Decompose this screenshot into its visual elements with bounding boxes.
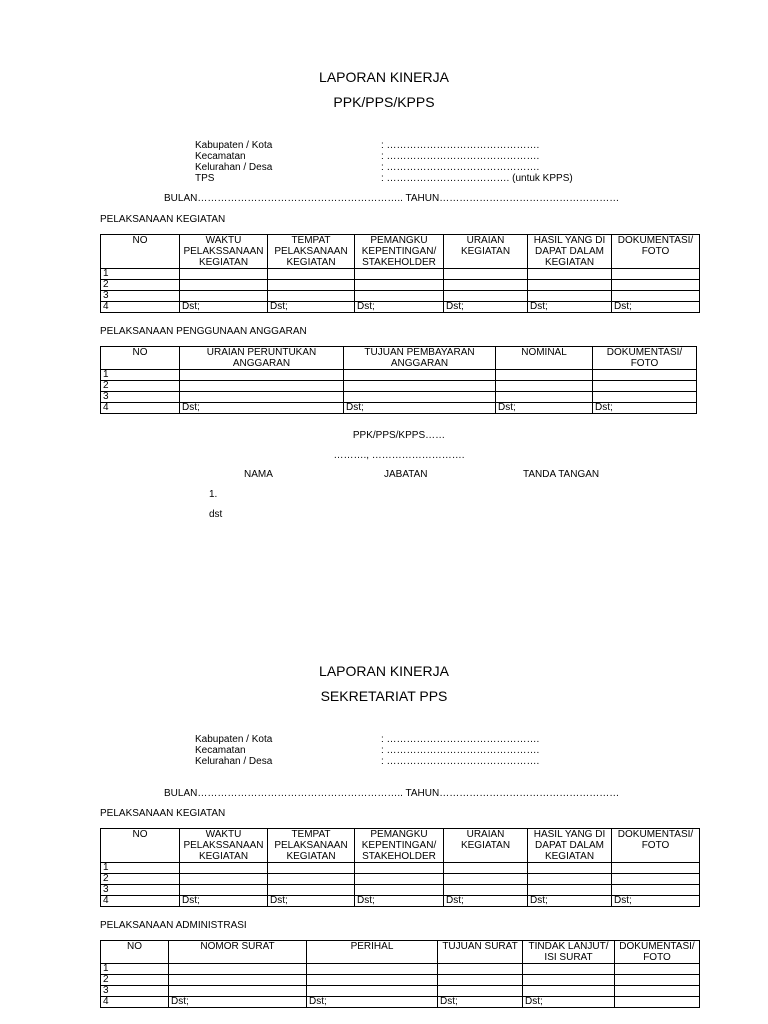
report-subtitle-2: SEKRETARIAT PPS	[320, 688, 448, 704]
table-cell	[496, 370, 593, 381]
table-cell: 3	[101, 986, 169, 997]
table-cell	[344, 392, 496, 403]
table-cell: Dst;	[180, 302, 268, 313]
table-header-row	[101, 347, 697, 370]
table-cell: Dst;	[528, 302, 612, 313]
table-cell: Dst;	[528, 896, 612, 907]
table-cell	[612, 863, 700, 874]
col-header: DOKUMENTASI/ FOTO	[615, 941, 700, 964]
report-title: LAPORAN KINERJA	[319, 69, 449, 85]
table-header-row	[101, 829, 700, 863]
table-cell	[180, 269, 268, 280]
info-label-kelurahan: Kelurahan / Desa	[195, 756, 273, 767]
col-jabatan: JABATAN	[384, 469, 428, 480]
table-cell	[355, 291, 444, 302]
table-cell	[355, 885, 444, 896]
table-cell: 1	[101, 370, 180, 381]
table-cell	[523, 975, 615, 986]
table-cell	[180, 381, 344, 392]
table-cell	[344, 381, 496, 392]
table-cell: 3	[101, 885, 180, 896]
table-cell	[180, 863, 268, 874]
info-value-kelurahan: : ……………………………………….	[381, 162, 540, 173]
table-cell: Dst;	[444, 896, 528, 907]
table-cell	[612, 269, 700, 280]
col-header: DOKUMENTASI/ FOTO	[593, 347, 697, 370]
table-cell	[180, 392, 344, 403]
table-cell	[528, 280, 612, 291]
table-cell	[444, 269, 528, 280]
table-cell: 4	[101, 896, 180, 907]
table-cell: Dst;	[523, 997, 615, 1008]
table-cell	[523, 986, 615, 997]
table-cell: Dst;	[593, 403, 697, 414]
table-row	[101, 986, 700, 997]
table-header-row	[101, 235, 700, 269]
table-cell: Dst;	[344, 403, 496, 414]
table-cell	[169, 986, 307, 997]
table-cell	[444, 291, 528, 302]
info-label-kabupaten: Kabupaten / Kota	[195, 734, 273, 745]
col-tanda-tangan: TANDA TANGAN	[523, 469, 600, 480]
table-cell	[344, 370, 496, 381]
table-cell: Dst;	[307, 997, 438, 1008]
table-cell	[444, 280, 528, 291]
table-cell	[180, 885, 268, 896]
col-header: NOMOR SURAT	[169, 941, 307, 964]
col-header: WAKTU PELAKSSANAAN KEGIATAN	[180, 235, 268, 269]
table-cell	[496, 381, 593, 392]
table-cell: Dst;	[355, 896, 444, 907]
kegiatan-table-2	[100, 828, 700, 907]
table-row	[101, 302, 700, 313]
table-cell	[615, 997, 700, 1008]
table-cell: Dst;	[355, 302, 444, 313]
table-cell	[444, 874, 528, 885]
col-header: NO	[101, 829, 180, 863]
table-row	[101, 370, 697, 381]
info-value-tps: : ………………………………. (untuk KPPS)	[381, 173, 573, 184]
table-cell	[268, 291, 355, 302]
table-cell: 4	[101, 302, 180, 313]
table-cell	[307, 986, 438, 997]
col-header: PERIHAL	[307, 941, 438, 964]
col-header: TEMPAT PELAKSANAAN KEGIATAN	[268, 235, 355, 269]
table-cell	[612, 291, 700, 302]
col-header: NOMINAL	[496, 347, 593, 370]
table-cell	[438, 964, 523, 975]
bulan-tahun-line: BULAN…………………………………………………….. TAHUN………………………………………………	[164, 193, 620, 204]
table-cell	[169, 964, 307, 975]
info-label-kabupaten: Kabupaten / Kota	[195, 140, 273, 151]
report-subtitle: PPK/PPS/KPPS	[333, 94, 435, 110]
table-cell	[180, 280, 268, 291]
list-item: 1.	[209, 489, 218, 500]
table-row	[101, 964, 700, 975]
table-cell	[444, 863, 528, 874]
table-cell	[307, 975, 438, 986]
table-cell: 3	[101, 392, 180, 403]
info-value-kabupaten: : ……………………………………….	[381, 734, 540, 745]
table-cell: 3	[101, 291, 180, 302]
table-cell	[180, 291, 268, 302]
table-cell: 2	[101, 280, 180, 291]
info-value-kelurahan: : ……………………………………….	[381, 756, 540, 767]
section-heading-administrasi: PELAKSANAAN ADMINISTRASI	[100, 920, 247, 931]
table-row	[101, 381, 697, 392]
col-header: TINDAK LANJUT/ ISI SURAT	[523, 941, 615, 964]
table-cell	[615, 975, 700, 986]
table-cell: 1	[101, 269, 180, 280]
table-row	[101, 392, 697, 403]
list-item: dst	[209, 509, 223, 520]
table-cell	[307, 964, 438, 975]
col-header: URAIAN KEGIATAN	[444, 829, 528, 863]
table-cell	[355, 874, 444, 885]
table-cell: 4	[101, 997, 169, 1008]
table-cell: Dst;	[612, 302, 700, 313]
col-header: DOKUMENTASI/ FOTO	[612, 829, 700, 863]
col-header: TUJUAN SURAT	[438, 941, 523, 964]
table-cell	[268, 885, 355, 896]
col-nama: NAMA	[244, 469, 273, 480]
table-cell	[612, 885, 700, 896]
table-cell	[355, 863, 444, 874]
table-cell	[593, 392, 697, 403]
table-cell	[615, 986, 700, 997]
table-cell	[438, 986, 523, 997]
section-heading-kegiatan: PELAKSANAAN KEGIATAN	[100, 214, 226, 225]
table-cell	[528, 863, 612, 874]
col-header: NO	[101, 941, 169, 964]
section-heading-anggaran: PELAKSANAAN PENGGUNAAN ANGGARAN	[100, 326, 307, 337]
table-cell	[528, 885, 612, 896]
table-cell	[523, 964, 615, 975]
table-cell	[593, 370, 697, 381]
table-header-row	[101, 941, 700, 964]
table-cell: 4	[101, 403, 180, 414]
info-value-kabupaten: : ……………………………………….	[381, 140, 540, 151]
table-cell	[268, 280, 355, 291]
col-header: URAIAN PERUNTUKAN ANGGARAN	[180, 347, 344, 370]
table-row	[101, 975, 700, 986]
anggaran-table	[100, 346, 697, 414]
table-cell: Dst;	[268, 896, 355, 907]
table-row	[101, 280, 700, 291]
administrasi-table	[100, 940, 700, 1008]
table-cell: Dst;	[496, 403, 593, 414]
table-cell	[528, 291, 612, 302]
table-cell	[355, 269, 444, 280]
table-cell	[268, 269, 355, 280]
info-value-kecamatan: : ……………………………………….	[381, 745, 540, 756]
signature-title: PPK/PPS/KPPS……	[352, 430, 446, 441]
table-cell: 2	[101, 381, 180, 392]
table-cell	[528, 874, 612, 885]
table-cell	[268, 863, 355, 874]
table-cell: 1	[101, 964, 169, 975]
col-header: TUJUAN PEMBAYARAN ANGGARAN	[344, 347, 496, 370]
table-cell	[496, 392, 593, 403]
table-cell	[593, 381, 697, 392]
section-heading-kegiatan-2: PELAKSANAAN KEGIATAN	[100, 808, 226, 819]
table-row	[101, 997, 700, 1008]
table-row	[101, 874, 700, 885]
info-label-kecamatan: Kecamatan	[195, 745, 246, 756]
col-header: HASIL YANG DI DAPAT DALAM KEGIATAN	[528, 829, 612, 863]
table-cell	[180, 874, 268, 885]
table-cell	[268, 874, 355, 885]
table-cell: Dst;	[169, 997, 307, 1008]
table-cell	[169, 975, 307, 986]
info-label-kecamatan: Kecamatan	[195, 151, 246, 162]
info-label-tps: TPS	[195, 173, 215, 184]
table-cell: Dst;	[180, 403, 344, 414]
table-cell	[438, 975, 523, 986]
signature-place-date: ………., ……………………….	[333, 450, 465, 461]
table-cell: 2	[101, 874, 180, 885]
col-header: NO	[101, 235, 180, 269]
table-cell	[612, 874, 700, 885]
col-header: HASIL YANG DI DAPAT DALAM KEGIATAN	[528, 235, 612, 269]
col-header: PEMANGKU KEPENTINGAN/ STAKEHOLDER	[355, 829, 444, 863]
col-header: WAKTU PELAKSSANAAN KEGIATAN	[180, 829, 268, 863]
table-cell	[612, 280, 700, 291]
table-cell: 2	[101, 975, 169, 986]
table-cell	[528, 269, 612, 280]
table-cell	[180, 370, 344, 381]
table-cell	[444, 885, 528, 896]
col-header: URAIAN KEGIATAN	[444, 235, 528, 269]
col-header: NO	[101, 347, 180, 370]
table-row	[101, 896, 700, 907]
table-cell: Dst;	[612, 896, 700, 907]
bulan-tahun-line-2: BULAN…………………………………………………….. TAHUN………………………………………………	[164, 788, 620, 799]
col-header: DOKUMENTASI/ FOTO	[612, 235, 700, 269]
report-title-2: LAPORAN KINERJA	[319, 663, 449, 679]
table-row	[101, 885, 700, 896]
table-row	[101, 269, 700, 280]
table-cell	[355, 280, 444, 291]
table-row	[101, 863, 700, 874]
table-cell: Dst;	[268, 302, 355, 313]
table-row	[101, 291, 700, 302]
info-label-kelurahan: Kelurahan / Desa	[195, 162, 273, 173]
info-value-kecamatan: : ……………………………………….	[381, 151, 540, 162]
table-cell: Dst;	[444, 302, 528, 313]
table-row	[101, 403, 697, 414]
kegiatan-table	[100, 234, 700, 313]
col-header: TEMPAT PELAKSANAAN KEGIATAN	[268, 829, 355, 863]
table-cell: Dst;	[180, 896, 268, 907]
table-cell: Dst;	[438, 997, 523, 1008]
table-cell: 1	[101, 863, 180, 874]
table-cell	[615, 964, 700, 975]
col-header: PEMANGKU KEPENTINGAN/ STAKEHOLDER	[355, 235, 444, 269]
